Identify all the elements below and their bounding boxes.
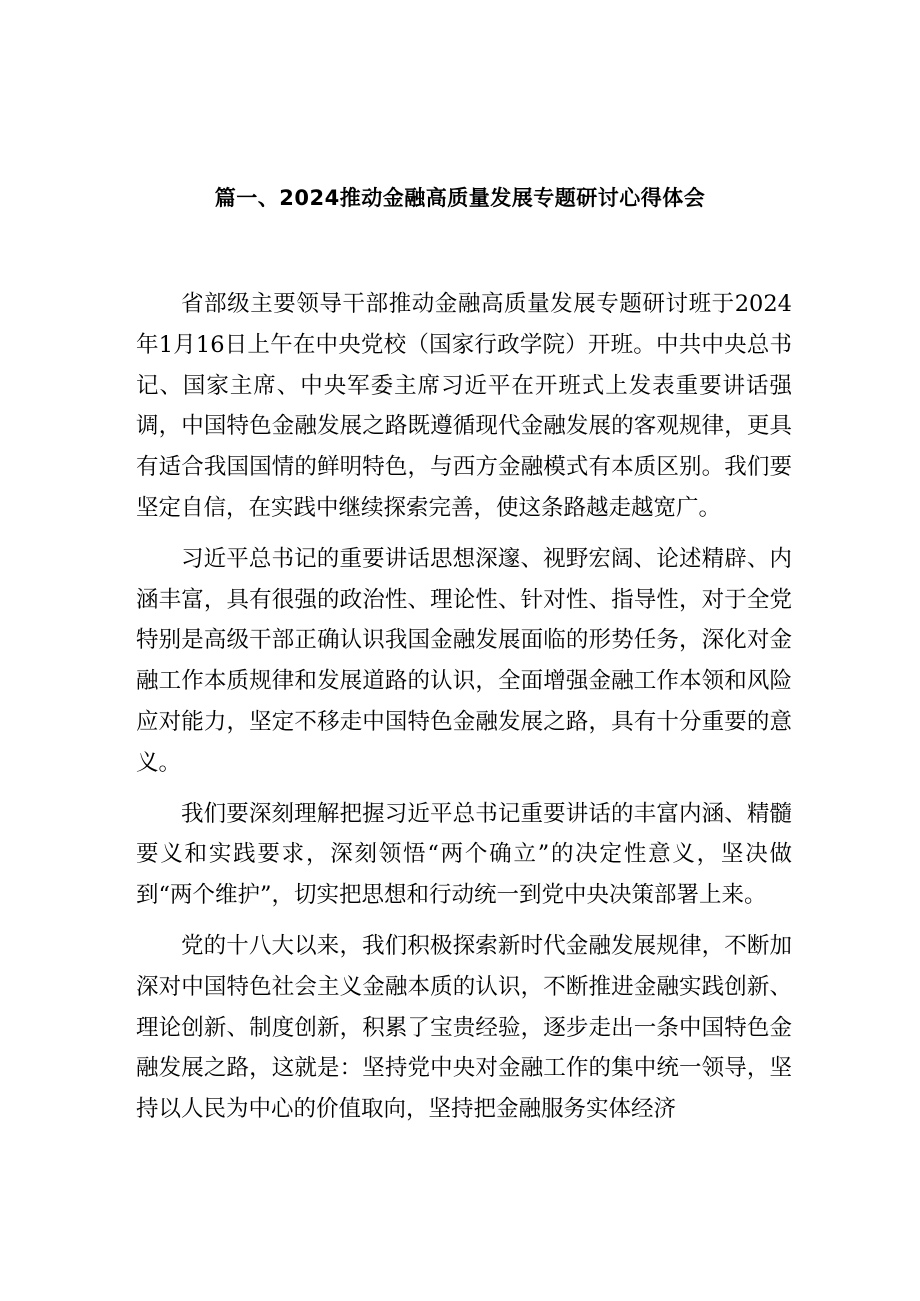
paragraph-4: 党的十八大以来，我们积极探索新时代金融发展规律，不断加深对中国特色社会主义金融本质的认识，不断推进金融实践创新、理论创新、制度创新，积累了宝贵经验，逐步走出一条中国特色金融发展之路，这就是：坚持党中央对金融工作的集中统一领导，坚持以人民为中心的价值取向，坚持把金融服务实体经济 [136,932,792,1123]
paragraph-2: 习近平总书记的重要讲话思想深邃、视野宏阔、论述精辟、内涵丰富，具有很强的政治性、理论性、针对性、指导性，对于全党特别是高级干部正确认识我国金融发展面临的形势任务，深化对金融工作本质规律和发展道路的认识，全面增强金融工作本领和风险应对能力，坚定不移走中国特色金融发展之路，具有十分重要的意义。 [136,545,792,776]
paragraph-3: 我们要深刻理解把握习近平总书记重要讲话的丰富内涵、精髓要义和实践要求，深刻领悟“两个确立”的决定性意义，坚决做到“两个维护”，切实把思想和行动统一到党中央决策部署上来。 [136,800,792,909]
document-body [136,284,792,1140]
paragraph-1: 省部级主要领导干部推动金融高质量发展专题研讨班于2024年1月16日上午在中央党校（国家行政学院）开班。中共中央总书记、国家主席、中央军委主席习近平在开班式上发表重要讲话强调，中国特色金融发展之路既遵循现代金融发展的客观规律，更具有适合我国国情的鲜明特色，与西方金融模式有本质区别。我们要坚定自信，在实践中继续探索完善，使这条路越走越宽广。 [136,291,792,521]
document-title: 篇一、2024推动金融高质量发展专题研讨心得体会 [214,186,706,210]
